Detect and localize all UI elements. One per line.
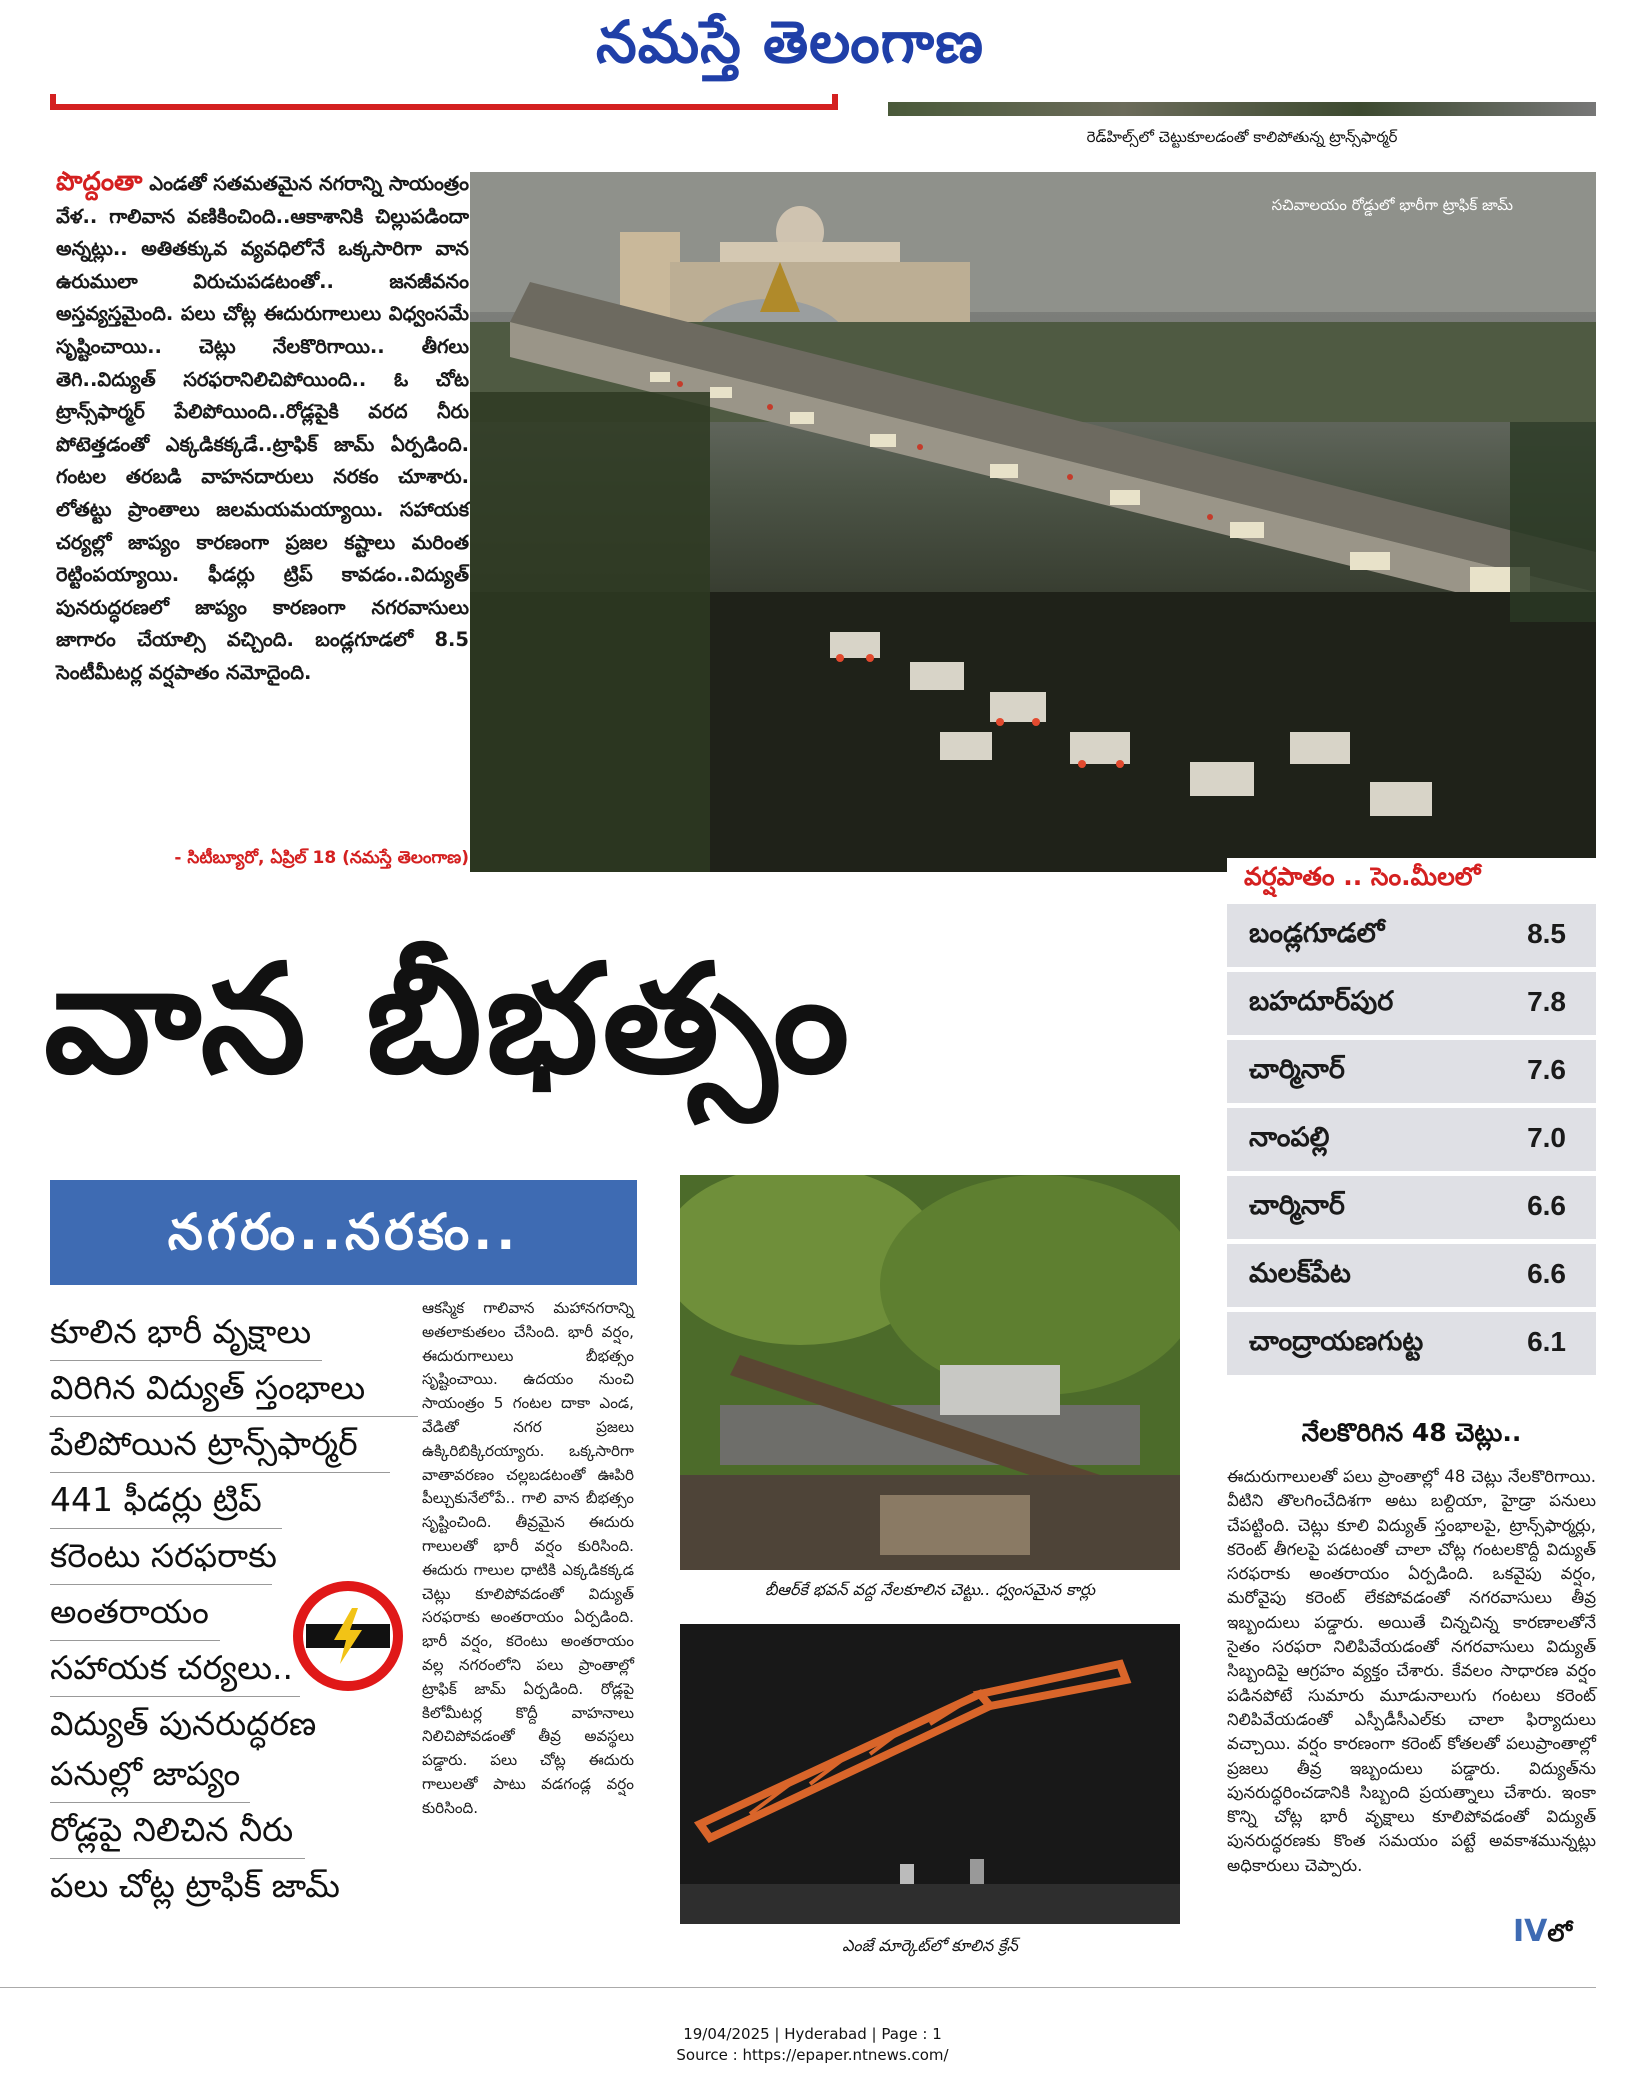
rainfall-value: 7.8	[1527, 986, 1566, 1017]
page-reference-suffix: లో	[1547, 1919, 1573, 1947]
red-divider-left-tick	[50, 94, 56, 110]
rainfall-value: 7.0	[1527, 1122, 1566, 1153]
rainfall-value: 6.6	[1527, 1190, 1566, 1221]
bullet-item: సహాయక చర్యలు..	[50, 1648, 293, 1687]
rainfall-place: చార్మినార్	[1249, 1190, 1345, 1221]
footer-edition-info: 19/04/2025 | Hyderabad | Page : 1	[683, 2025, 942, 2043]
sub-header-text: నగరం..నరకం..	[167, 1203, 520, 1261]
power-cut-icon	[292, 1580, 404, 1692]
rainfall-row	[1227, 904, 1596, 967]
rainfall-place: చాంద్రాయణగుట్ట	[1249, 1326, 1424, 1357]
page-reference	[1513, 1914, 1588, 1954]
page-reference-number: IV	[1513, 1914, 1548, 1949]
bullet-divider	[50, 1416, 418, 1417]
bullet-divider	[50, 1472, 390, 1473]
footer-source-link[interactable]: Source : https://epaper.ntnews.com/	[676, 2046, 949, 2064]
bullet-divider	[50, 1640, 220, 1641]
bullet-divider	[50, 1360, 322, 1361]
rainfall-place: నాంపల్లి	[1249, 1122, 1330, 1153]
bullet-divider	[50, 1696, 300, 1697]
top-photo-caption: రెడ్‌హిల్స్‌లో చెట్టుకూలడంతో కాలిపోతున్న ట్రాన్స్‌ఫార్మర్	[1086, 128, 1398, 146]
bullet-divider	[50, 1528, 282, 1529]
rainfall-row	[1227, 1176, 1596, 1239]
collapsed-crane-photo	[680, 1624, 1180, 1924]
red-divider	[50, 104, 838, 110]
rainfall-place: బహదూర్‌పుర	[1249, 986, 1394, 1017]
bottom-divider	[0, 1987, 1596, 1988]
rainfall-value: 6.6	[1527, 1258, 1566, 1289]
rainfall-title: వర్షపాతం .. సెం.మీలలో	[1244, 862, 1481, 891]
lead-first-word: పొద్దంతా	[56, 167, 143, 197]
rainfall-value: 7.6	[1527, 1054, 1566, 1085]
rainfall-row	[1227, 1312, 1596, 1375]
fallen-tree-photo	[680, 1175, 1180, 1570]
red-divider-right-tick	[832, 94, 838, 110]
crane-photo-caption: ఎంజే మార్కెట్‌లో కూలిన క్రేన్	[842, 1936, 1018, 1955]
bullet-item: అంతరాయం	[50, 1592, 209, 1631]
bullet-item: కరెంటు సరఫరాకు	[50, 1536, 277, 1575]
rainfall-row	[1227, 1108, 1596, 1171]
main-photo-traffic-jam	[470, 172, 1596, 872]
bullet-divider	[50, 1584, 272, 1585]
middle-column-text: ఆకస్మిక గాలివాన మహానగరాన్ని అతలాకుతలం చేసింది. భారీ వర్షం, ఈదురుగాలులు బీభత్సం సృష్టించాయి. ఉదయం నుంచి సాయంత్రం 5 గంటల దాకా ఎండ, వేడితో నగర ప్రజలు ఉక్కిరిబిక్కిరయ్యారు. ఒక్కసారిగా వాతావరణం చల్లబడటంతో ఊపిరి పీల్చుకునేలోపే.. గాలి వాన బీభత్సం సృష్టించింది. తీవ్రమైన ఈదురు గాలులతో భారీ వర్షం కురిసింది. ఈదురు గాలుల ధాటికి ఎక్కడికక్కడ చెట్లు కూలిపోవడంతో విద్యుత్ సరఫరాకు అంతరాయం ఏర్పడింది. భారీ వర్షం, కరెంటు అంతరాయం వల్ల నగరంలోని పలు ప్రాంతాల్లో ట్రాఫిక్ జామ్ ఏర్పడింది. రోడ్లపై కిలోమీటర్ల కొద్దీ వాహనాలు నిలిచిపోవడంతో తీవ్ర అవస్థలు పడ్డారు. పలు చోట్ల ఈదురు గాలులతో పాటు వడగండ్ల వర్షం కురిసింది.	[422, 1299, 634, 1817]
bullet-item: పేలిపోయిన ట్రాన్స్‌ఫార్మర్	[50, 1424, 358, 1463]
main-photo-illustration	[470, 172, 1596, 872]
rainfall-place: మలక్‌పేట	[1249, 1258, 1351, 1289]
bullet-item: విరిగిన విద్యుత్ స్తంభాలు	[50, 1368, 366, 1407]
main-photo-caption: సచివాలయం రోడ్డులో భారీగా ట్రాఫిక్ జామ్	[1271, 196, 1513, 214]
rainfall-value: 8.5	[1527, 918, 1566, 949]
rainfall-row	[1227, 1040, 1596, 1103]
right-column-text: ఈదురుగాలులతో పలు ప్రాంతాల్లో 48 చెట్లు నేలకొరిగాయి. వీటిని తొలగించేదిశగా అటు బల్దియా, హైడ్రా పనులు చేపట్టింది. చెట్లు కూలి విద్యుత్ స్తంభాలపై, ట్రాన్స్‌ఫార్మర్లు, కరెంట్ తీగలపై పడటంతో చాలా చోట్ల గంటలకొద్దీ విద్యుత్ సరఫరాకు అంతరాయం ఏర్పడింది. ఒకవైపు వర్షం, మరోవైపు కరెంట్ లేకపోవడంతో నగరవాసులు తీవ్ర ఇబ్బందులు పడ్డారు. అయితే చిన్నచిన్న కారణాలతోనే సైతం సరఫరా నిలిపివేయడంతో నగరవాసులు విద్యుత్ సిబ్బందిపై ఆగ్రహం వ్యక్తం చేశారు. కేవలం సాధారణ వర్షం పడినపోటే సుమారు మూడునాలుగు గంటలు కరెంట్ నిలిపివేయడంతో ఎస్పీడీసీఎల్‌కు చాలా ఫిర్యాదులు వచ్చాయి. వర్షం కారణంగా కరెంట్ కోతలతో పలుప్రాంతాల్లో ప్రజలు తీవ్ర ఇబ్బందులు పడ్డారు. విద్యుత్‌ను పునరుద్ధరించడానికి సిబ్బంది ప్రయత్నాలు చేశారు. ఇంకా కొన్ని చోట్ల భారీ వృక్షాలు కూలిపోవడంతో విద్యుత్ పునరుద్ధరణకు కొంత సమయం పట్టే అవకాశమున్నట్లు అధికారులు చెప్పారు.	[1227, 1467, 1596, 1875]
headline: వాన బీభత్సం	[44, 933, 854, 1107]
bullet-item: రోడ్లపై నిలిచిన నీరు	[50, 1810, 294, 1849]
masthead-title: నమస్తే తెలంగాణ	[596, 8, 984, 76]
bullet-item: కూలిన భారీ వృక్షాలు	[50, 1312, 312, 1351]
bullet-divider	[50, 1858, 305, 1859]
rainfall-place: చార్మినార్	[1249, 1054, 1345, 1085]
bullet-item: 441 ఫీడర్లు ట్రిప్	[50, 1480, 262, 1519]
bullet-divider	[50, 1802, 250, 1803]
byline: - సిటీబ్యూరో, ఏప్రిల్ 18 (నమస్తే తెలంగాణ)	[174, 848, 469, 868]
bullet-item: పలు చోట్ల ట్రాఫిక్ జామ్	[50, 1866, 340, 1905]
rainfall-value: 6.1	[1527, 1326, 1566, 1357]
lead-paragraph	[56, 166, 469, 878]
bullet-item: పనుల్లో జాప్యం	[50, 1754, 241, 1793]
rainfall-row	[1227, 1244, 1596, 1307]
trees-subhead: నేలకొరిగిన 48 చెట్లు..	[1301, 1418, 1522, 1447]
rainfall-row	[1227, 972, 1596, 1035]
rainfall-place: బండ్లగూడలో	[1249, 918, 1385, 949]
top-photo-strip	[888, 102, 1596, 116]
lead-text: ఎండతో సతమతమైన నగరాన్ని సాయంత్రం వేళ.. గాలివాన వణికించింది..ఆకాశానికి చిల్లుపడిందా అన్నట్లు.. అతితక్కువ వ్యవధిలోనే ఒక్కసారిగా వాన ఉరుములా విరుచుపడటంతో.. జనజీవనం అస్తవ్యస్తమైంది. పలు చోట్ల ఈదురుగాలులు విధ్వంసమే సృష్టించాయి.. చెట్లు నేలకొరిగాయి.. తీగలు తెగి..విద్యుత్ సరఫరానిలిచిపోయింది.. ఓ చోట ట్రాన్స్‌ఫార్మర్ పేలిపోయింది..రోడ్లపైకి వరద నీరు పోటెత్తడంతో ఎక్కడికక్కడే..ట్రాఫిక్ జామ్ ఏర్పడింది. గంటల తరబడి వాహనదారులు నరకం చూశారు. లోతట్టు ప్రాంతాలు జలమయమయ్యాయి. సహాయక చర్యల్లో జాప్యం కారణంగా ప్రజల కష్టాలు మరింత రెట్టింపయ్యాయి. ఫీడర్లు ట్రిప్ కావడం..విద్యుత్ పునరుద్ధరణలో జాప్యం కారణంగా నగరవాసులు జాగారం చేయాల్సి వచ్చింది. బండ్లగూడలో 8.5 సెంటీమీటర్ల వర్షపాతం నమోదైంది.	[56, 172, 469, 684]
bullet-item: విద్యుత్ పునరుద్ధరణ	[50, 1704, 317, 1743]
tree-photo-caption: బీఆర్‌కే భవన్ వద్ద నేలకూలిన చెట్టు.. ధ్వంసమైన కార్లు	[764, 1580, 1096, 1599]
